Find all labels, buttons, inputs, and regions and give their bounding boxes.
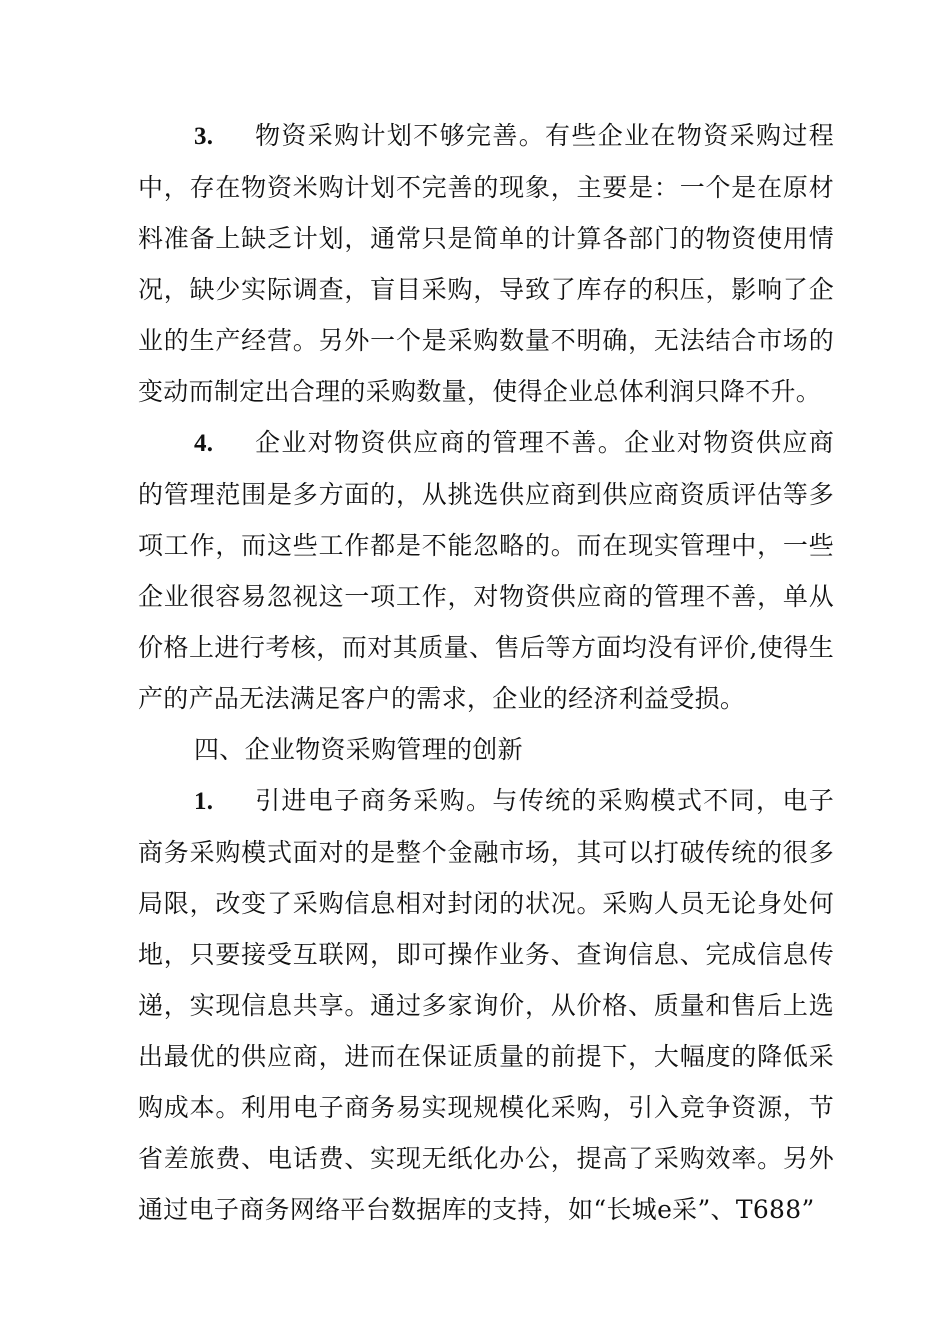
paragraph-text: 物资采购计划不够完善。有些企业在物资采购过程中，存在物资米购计划不完善的现象，主要是：一个是在原材料准备上缺乏计划，通常只是简单的计算各部门的物资使用情况，缺少实际调查，盲目采购，导致了库存的积压，影响了企业的生产经营。另外一个是采购数量不明确，无法结合市场的变动而制定出合理的采购数量，使得企业总体利润只降不升。	[138, 121, 834, 406]
paragraph-1	[138, 775, 834, 1235]
paragraph-4	[138, 417, 834, 724]
paragraph-3	[138, 110, 834, 417]
section-heading: 四、企业物资采购管理的创新	[194, 735, 523, 764]
paragraph-text: 引进电子商务采购。与传统的采购模式不同，电子商务采购模式面对的是整个金融市场，其可以打破传统的很多局限，改变了采购信息相对封闭的状况。采购人员无论身处何地，只要接受互联网，即可操作业务、查询信息、完成信息传递，实现信息共享。通过多家询价，从价格、质量和售后上选出最优的供应商，进而在保证质量的前提下，大幅度的降低采购成本。利用电子商务易实现规模化采购，引入竞争资源，节省差旅费、电话费、实现无纸化办公，提高了采购效率。另外通过电子商务网络平台数据库的支持，如“长城e采”、T688”	[138, 786, 834, 1224]
document-body	[138, 110, 834, 1235]
paragraph-number: 1.	[194, 788, 214, 815]
paragraph-number: 4.	[194, 430, 214, 457]
paragraph-number: 3.	[194, 123, 214, 150]
paragraph-text: 企业对物资供应商的管理不善。企业对物资供应商的管理范围是多方面的，从挑选供应商到供应商资质评估等多项工作，而这些工作都是不能忽略的。而在现实管理中，一些企业很容易忽视这一项工作，对物资供应商的管理不善，单从价格上进行考核，而对其质量、售后等方面均没有评价,使得生产的产品无法满足客户的需求，企业的经济利益受损。	[138, 428, 834, 713]
